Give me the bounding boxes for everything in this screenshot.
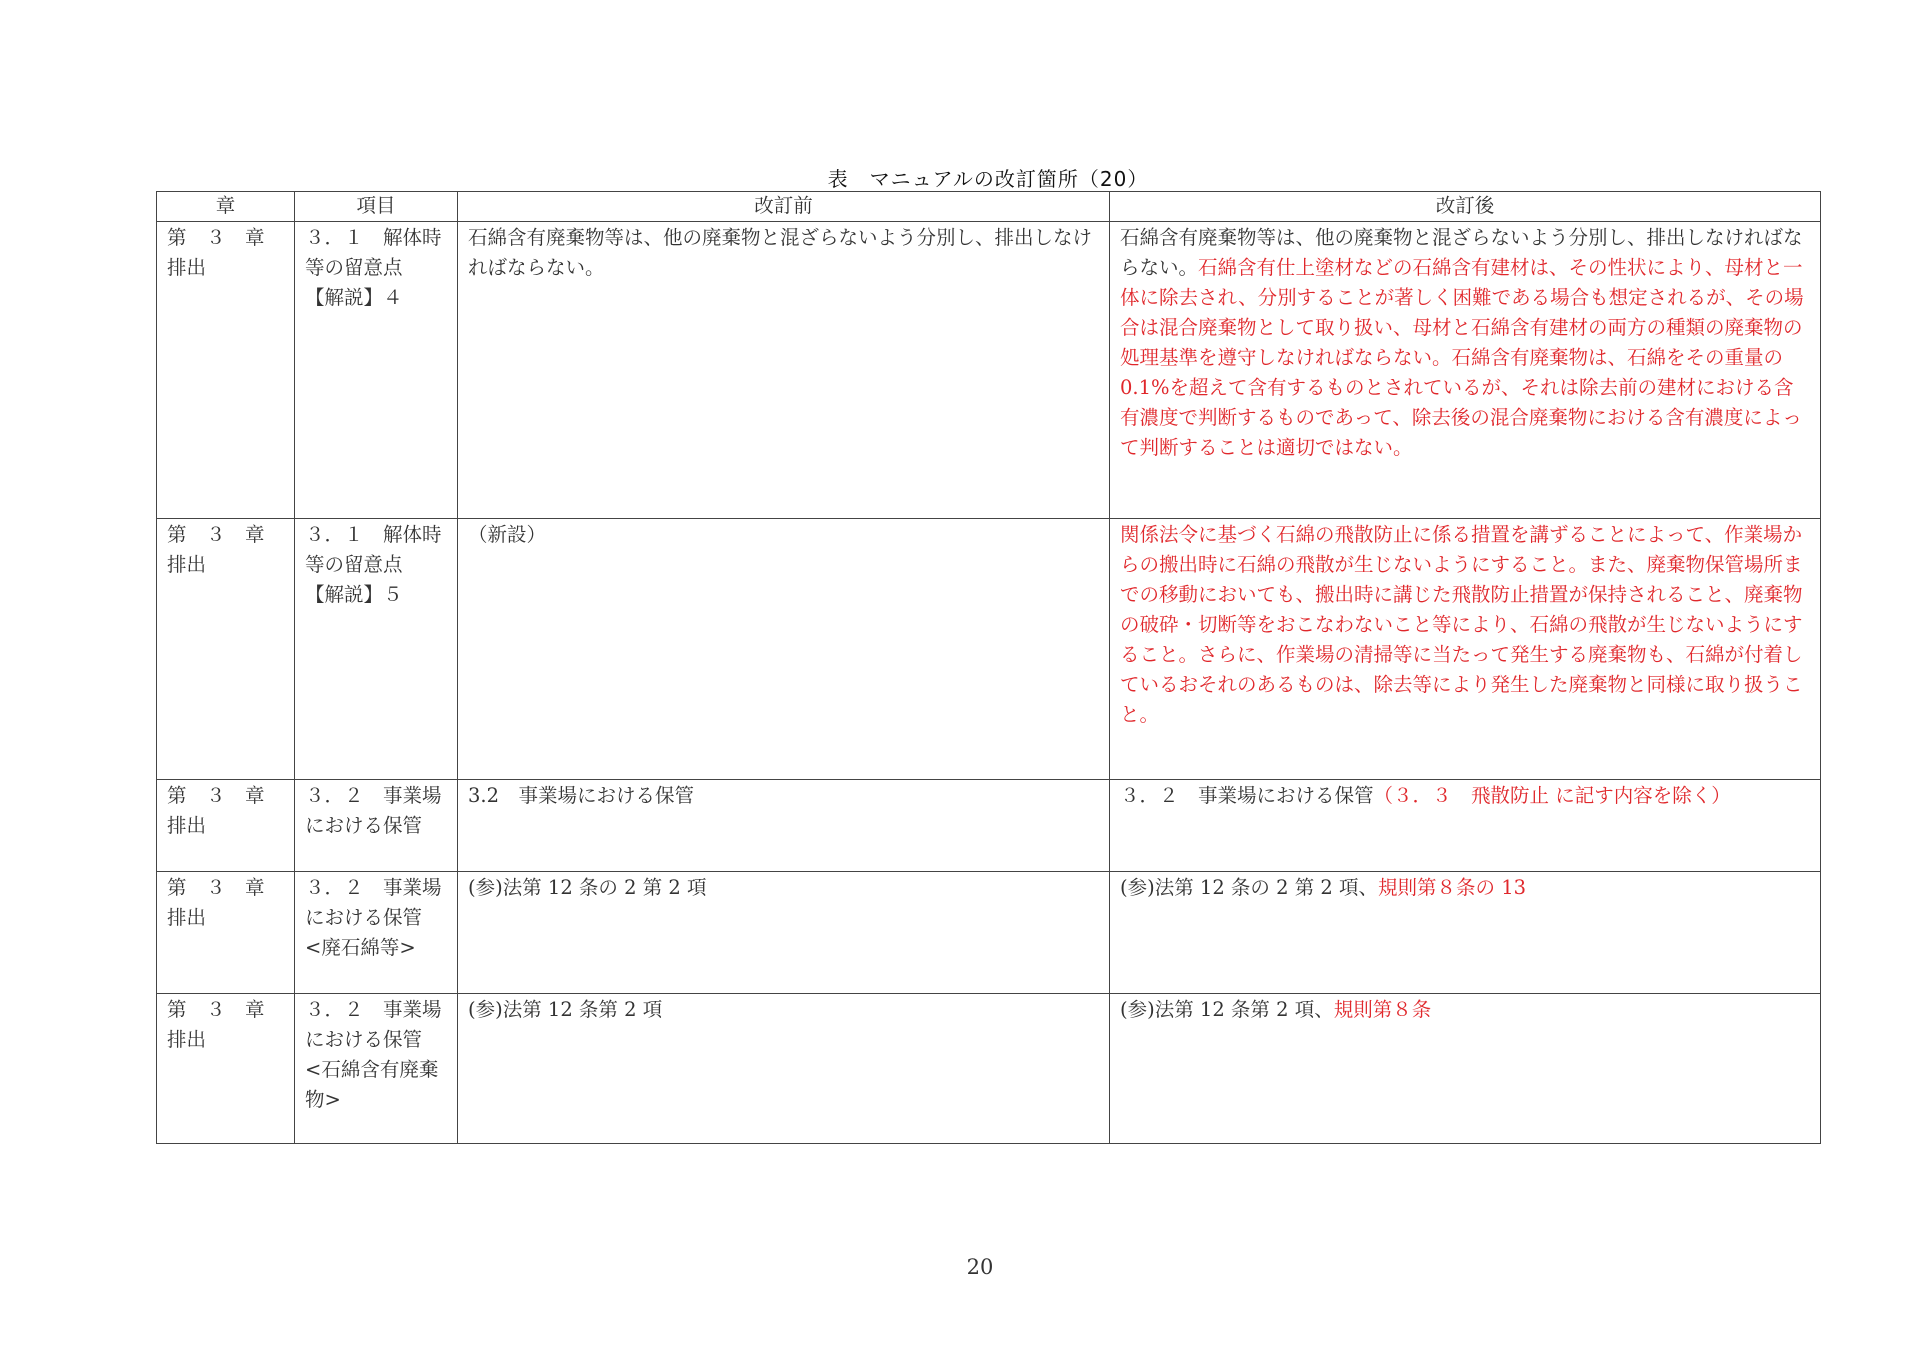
chapter-title: 排出 (167, 1028, 207, 1051)
after-revised-text: （３．３ 飛散防止 に記す内容を除く） (1373, 784, 1731, 807)
chapter-title: 排出 (167, 256, 207, 279)
after-revised-text: 規則第８条 (1333, 998, 1432, 1021)
table-row (157, 872, 1821, 994)
chapter-title: 排出 (167, 553, 207, 576)
after-unchanged-text: (参)法第 12 条第 2 項、 (1120, 998, 1334, 1021)
table-row (157, 519, 1821, 780)
header-row (157, 192, 1821, 222)
after-unchanged-text: ３．２ 事業場における保管 (1120, 784, 1374, 807)
chapter-cell (157, 872, 295, 994)
chapter-cell (157, 994, 295, 1144)
header-before: 改訂前 (458, 192, 1110, 222)
before-cell: (参)法第 12 条第 2 項 (458, 994, 1110, 1144)
item-cell: ３．２ 事業場における保管 (295, 780, 458, 872)
after-unchanged-text: (参)法第 12 条の 2 第 2 項、 (1120, 876, 1379, 899)
before-cell: 3.2 事業場における保管 (458, 780, 1110, 872)
chapter-number: 第 ３ 章 (167, 226, 265, 249)
table-title: 表 マニュアルの改訂箇所（20） (827, 167, 1149, 191)
revision-table (156, 191, 1821, 1144)
chapter-cell (157, 222, 295, 519)
after-cell (1110, 994, 1821, 1144)
after-cell (1110, 519, 1821, 780)
after-unchanged-text: 石綿含有廃棄物等は、他の廃棄物と混ざらないよう分別し、排出しなければならない。 (1120, 226, 1803, 279)
after-cell (1110, 872, 1821, 994)
before-cell: 石綿含有廃棄物等は、他の廃棄物と混ざらないよう分別し、排出しなければならない。 (458, 222, 1110, 519)
item-cell: ３．２ 事業場における保管 <石綿含有廃棄物> (295, 994, 458, 1144)
chapter-cell (157, 780, 295, 872)
before-cell: （新設） (458, 519, 1110, 780)
header-chapter: 章 (157, 192, 295, 222)
table-row (157, 994, 1821, 1144)
after-revised-text: 関係法令に基づく石綿の飛散防止に係る措置を講ずることによって、作業場からの搬出時に石綿の飛散が生じないようにすること。また、廃棄物保管場所までの移動においても、搬出時に講じた飛散防止措置が保持されること、廃棄物の破砕・切断等をおこなわないこと等により、石綿の飛散が生じないようにすること。さらに、作業場の清掃等に当たって発生する廃棄物も、石綿が付着しているおそれのあるものは、除去等により発生した廃棄物と同様に取り扱うこと。 (1120, 523, 1803, 726)
item-cell: ３．２ 事業場における保管 <廃石綿等> (295, 872, 458, 994)
table-row (157, 222, 1821, 519)
after-cell (1110, 780, 1821, 872)
header-after: 改訂後 (1110, 192, 1821, 222)
header-item: 項目 (295, 192, 458, 222)
table-row (157, 780, 1821, 872)
item-cell: ３．１ 解体時等の留意点 【解説】５ (295, 519, 458, 780)
page-number: 20 (966, 1255, 994, 1279)
chapter-title: 排出 (167, 906, 207, 929)
after-revised-text: 規則第８条の 13 (1378, 876, 1527, 899)
after-cell (1110, 222, 1821, 519)
chapter-title: 排出 (167, 814, 207, 837)
chapter-number: 第 ３ 章 (167, 998, 265, 1021)
chapter-number: 第 ３ 章 (167, 784, 265, 807)
item-cell: ３．１ 解体時等の留意点 【解説】４ (295, 222, 458, 519)
chapter-cell (157, 519, 295, 780)
chapter-number: 第 ３ 章 (167, 523, 265, 546)
chapter-number: 第 ３ 章 (167, 876, 265, 899)
before-cell: (参)法第 12 条の 2 第 2 項 (458, 872, 1110, 994)
after-revised-text: 石綿含有仕上塗材などの石綿含有建材は、その性状により、母材と一体に除去され、分別することが著しく困難である場合も想定されるが、その場合は混合廃棄物として取り扱い、母材と石綿含有建材の両方の種類の廃棄物の処理基準を遵守しなければならない。石綿含有廃棄物は、石綿をその重量の 0.1%を超えて含有するものとされているが、それは除去前の建材における含有濃度で判断するものであって、除去後の混合廃棄物における含有濃度によって判断することは適切ではない。 (1120, 256, 1804, 459)
